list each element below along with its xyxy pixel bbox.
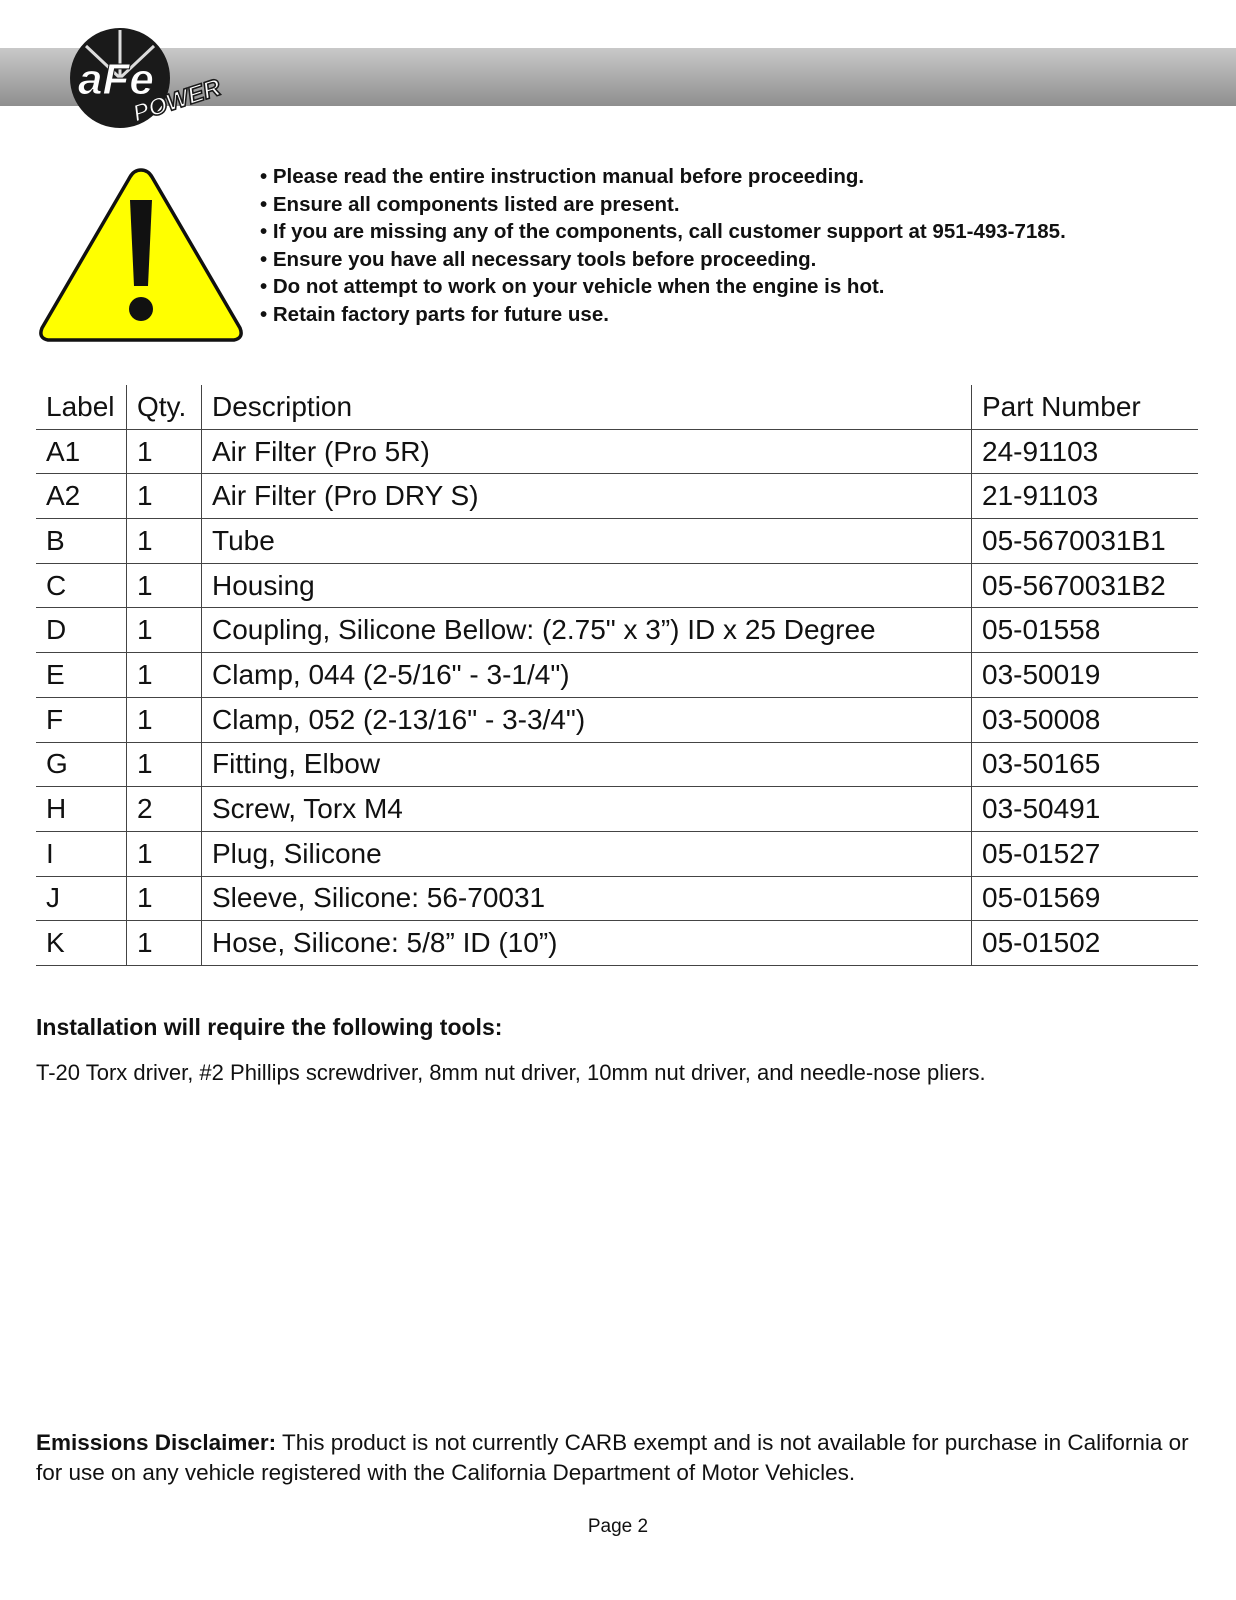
cell-label: F (36, 697, 127, 742)
table-row (36, 563, 1198, 608)
cell-label: B (36, 519, 127, 564)
disclaimer-lead: Emissions Disclaimer: (36, 1430, 277, 1455)
cell-part-number: 03-50165 (972, 742, 1199, 787)
cell-part-number: 03-50019 (972, 653, 1199, 698)
table-row (36, 653, 1198, 698)
disclaimer-text: This product is not currently CARB exempt and is not available for purchase in California or for use on any vehicle registered with the California Department of Motor Vehicles. (36, 1430, 1189, 1485)
cell-qty: 1 (127, 474, 202, 519)
cell-qty: 1 (127, 876, 202, 921)
table-row (36, 742, 1198, 787)
emissions-disclaimer (36, 1428, 1196, 1488)
cell-description: Clamp, 044 (2-5/16" - 3-1/4") (202, 653, 972, 698)
cell-description: Plug, Silicone (202, 831, 972, 876)
cell-qty: 1 (127, 608, 202, 653)
notice-item: • Ensure you have all necessary tools before proceeding. (260, 246, 1066, 274)
page-number: Page 2 (587, 1516, 649, 1537)
notice-item: • Retain factory parts for future use. (260, 301, 1066, 329)
cell-description: Clamp, 052 (2-13/16" - 3-3/4") (202, 697, 972, 742)
tools-heading: Installation will require the following tools: (36, 1014, 503, 1040)
cell-qty: 1 (127, 653, 202, 698)
table-row (36, 921, 1198, 966)
cell-label: A1 (36, 429, 127, 474)
parts-table (36, 385, 1198, 966)
table-row (36, 697, 1198, 742)
safety-notices (260, 163, 1066, 329)
cell-part-number: 05-01502 (972, 921, 1199, 966)
cell-label: G (36, 742, 127, 787)
cell-qty: 1 (127, 921, 202, 966)
table-row (36, 608, 1198, 653)
table-row (36, 519, 1198, 564)
cell-part-number: 03-50491 (972, 787, 1199, 832)
cell-description: Fitting, Elbow (202, 742, 972, 787)
cell-label: A2 (36, 474, 127, 519)
cell-label: E (36, 653, 127, 698)
table-row (36, 429, 1198, 474)
cell-qty: 2 (127, 787, 202, 832)
warning-icon (36, 164, 246, 346)
cell-description: Air Filter (Pro 5R) (202, 429, 972, 474)
notice-item: • Please read the entire instruction manual before proceeding. (260, 163, 1066, 191)
cell-description: Screw, Torx M4 (202, 787, 972, 832)
cell-description: Housing (202, 563, 972, 608)
cell-part-number: 05-01527 (972, 831, 1199, 876)
table-row (36, 831, 1198, 876)
table-header-row (36, 385, 1198, 429)
cell-qty: 1 (127, 697, 202, 742)
cell-label: J (36, 876, 127, 921)
notice-item: • If you are missing any of the components, call customer support at 951-493-7185. (260, 218, 1066, 246)
cell-description: Coupling, Silicone Bellow: (2.75" x 3”) ID x 25 Degree (202, 608, 972, 653)
cell-description: Air Filter (Pro DRY S) (202, 474, 972, 519)
cell-part-number: 05-01558 (972, 608, 1199, 653)
cell-label: I (36, 831, 127, 876)
cell-part-number: 21-91103 (972, 474, 1199, 519)
cell-description: Sleeve, Silicone: 56-70031 (202, 876, 972, 921)
table-row (36, 876, 1198, 921)
cell-qty: 1 (127, 519, 202, 564)
cell-qty: 1 (127, 429, 202, 474)
cell-qty: 1 (127, 742, 202, 787)
cell-part-number: 05-01569 (972, 876, 1199, 921)
cell-label: C (36, 563, 127, 608)
notice-item: • Do not attempt to work on your vehicle when the engine is hot. (260, 273, 1066, 301)
cell-part-number: 03-50008 (972, 697, 1199, 742)
header-part-number: Part Number (972, 385, 1199, 429)
header-label: Label (36, 385, 127, 429)
header-description: Description (202, 385, 972, 429)
tools-list: T-20 Torx driver, #2 Phillips screwdriver, 8mm nut driver, 10mm nut driver, and needle-nose pliers. (36, 1060, 986, 1085)
cell-label: H (36, 787, 127, 832)
cell-qty: 1 (127, 831, 202, 876)
cell-part-number: 05-5670031B1 (972, 519, 1199, 564)
cell-description: Tube (202, 519, 972, 564)
afe-power-logo (68, 22, 244, 134)
cell-label: D (36, 608, 127, 653)
table-row (36, 474, 1198, 519)
cell-part-number: 24-91103 (972, 429, 1199, 474)
cell-label: K (36, 921, 127, 966)
logo-subtext: POWER (129, 74, 225, 128)
header-qty: Qty. (127, 385, 202, 429)
cell-qty: 1 (127, 563, 202, 608)
notice-item: • Ensure all components listed are present. (260, 191, 1066, 219)
cell-part-number: 05-5670031B2 (972, 563, 1199, 608)
cell-description: Hose, Silicone: 5/8” ID (10”) (202, 921, 972, 966)
logo-text: aFe (78, 55, 154, 104)
table-row (36, 787, 1198, 832)
